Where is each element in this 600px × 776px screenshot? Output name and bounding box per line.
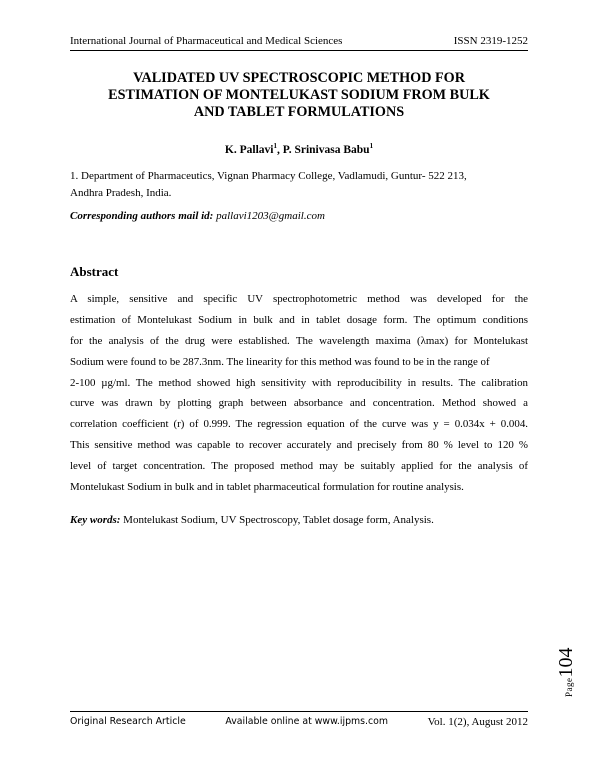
author-separator: , — [276, 143, 283, 156]
abstract-line: Montelukast Sodium in bulk and in tablet pharmaceutical formulation for routine analysis. — [70, 481, 464, 494]
running-header — [70, 35, 528, 47]
page-label: Page — [564, 677, 574, 697]
author-list — [70, 142, 528, 156]
affiliation-line-1: 1. Department of Pharmaceutics, Vignan Pharmacy College, Vadlamudi, Guntur- 522 213, — [70, 170, 467, 182]
footer — [70, 716, 528, 728]
header-rule — [70, 50, 528, 51]
abstract-line: 2-100 µg/ml. The method showed high sensitivity with reproducibility in results. The calibration — [70, 376, 528, 389]
abstract-line: This sensitive method was capable to recover accurately and precisely from 80 % level to 120 % — [70, 439, 528, 452]
abstract-line: correlation coefficient (r) of 0.999. The regression equation of the curve was y = 0.034x + 0.004. — [70, 418, 528, 431]
abstract-line: A simple, sensitive and specific UV spectrophotometric method was developed for the — [70, 293, 528, 305]
author-2-affiliation-mark: 1 — [369, 142, 374, 150]
corresponding-label: Corresponding authors mail id: — [70, 210, 214, 222]
author-1-affiliation-mark: 1 — [273, 142, 277, 150]
abstract-line: level of target concentration. The proposed method may be suitably applied for the analysis of — [70, 460, 528, 473]
page-number-value: 104 — [555, 647, 577, 678]
keywords-label: Key words: — [70, 514, 121, 526]
title-line-1: VALIDATED UV SPECTROSCOPIC METHOD FOR — [133, 70, 465, 86]
abstract-heading: Abstract — [70, 264, 119, 279]
footer-volume: Vol. 1(2), August 2012 — [427, 716, 528, 728]
author-1: K. Pallavi — [224, 143, 274, 156]
corresponding-email: pallavi1203@gmail.com — [216, 210, 325, 222]
affiliation-line-2: Andhra Pradesh, India. — [70, 187, 172, 199]
keywords-text: Montelukast Sodium, UV Spectroscopy, Tablet dosage form, Analysis. — [120, 514, 434, 526]
page-number — [555, 635, 585, 705]
abstract-line: estimation of Montelukast Sodium in bulk and in tablet dosage form. The optimum conditions — [70, 313, 528, 326]
footer-article-type: Original Research Article — [70, 716, 186, 727]
keywords — [70, 514, 434, 526]
journal-name: International Journal of Pharmaceutical and Medical Sciences — [70, 35, 343, 47]
footer-availability: Available online at www.ijpms.com — [225, 716, 389, 727]
abstract-line: for the analysis of the drug were established. The wavelength maxima (λmax) for Montelukast — [70, 334, 528, 347]
paper-title — [70, 70, 528, 121]
abstract-body — [70, 289, 528, 498]
title-line-2: ESTIMATION OF MONTELUKAST SODIUM FROM BULK — [108, 87, 490, 103]
affiliation — [70, 168, 540, 202]
abstract-line: curve was drawn by plotting graph between absorbance and concentration. Method showed a — [70, 397, 528, 410]
footer-rule — [70, 711, 528, 712]
issn: ISSN 2319-1252 — [453, 35, 528, 47]
author-2: P. Srinivasa Babu — [282, 143, 370, 156]
corresponding-author — [70, 210, 325, 222]
abstract-line: Sodium were found to be 287.3nm. The linearity for this method was found to be in the range of — [70, 355, 490, 368]
title-line-3: AND TABLET FORMULATIONS — [193, 104, 405, 120]
